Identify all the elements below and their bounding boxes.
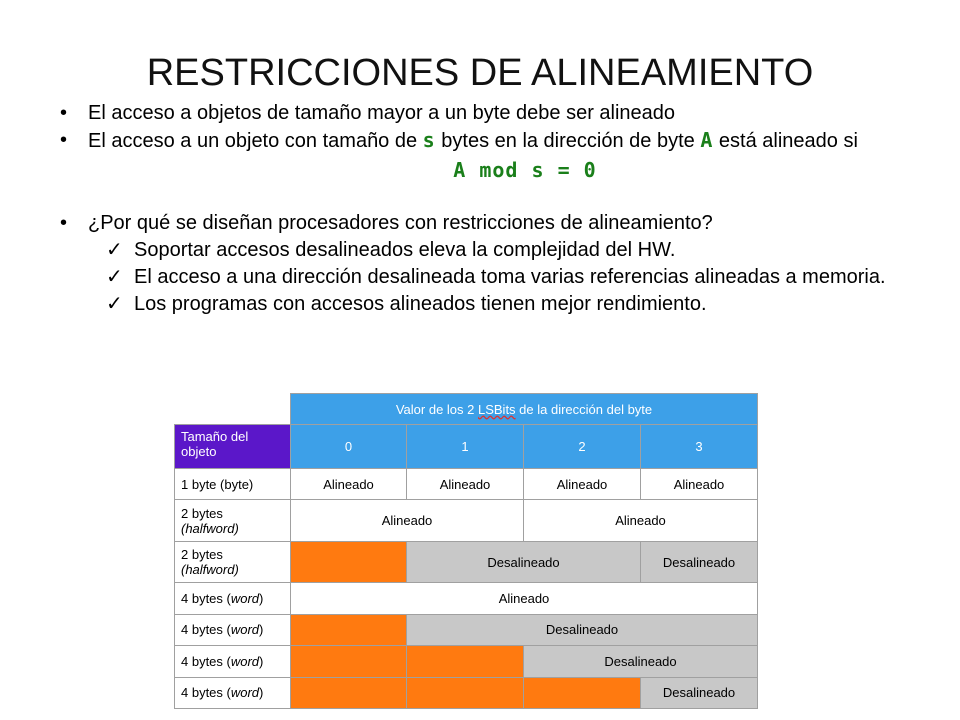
check-item	[106, 237, 920, 264]
bullet-icon: •	[60, 212, 68, 234]
check-item	[106, 264, 920, 291]
alignment-table	[174, 393, 758, 709]
bullet-item	[60, 100, 920, 127]
variable-s: s	[422, 128, 436, 152]
checkmark-icon: ✓	[106, 266, 123, 288]
row-label: 4 bytes (word)	[175, 583, 291, 614]
bullet-item	[60, 127, 920, 155]
check-text: El acceso a una dirección desalineada toma varias referencias alineadas a memoria.	[134, 266, 886, 288]
table-row	[175, 614, 758, 645]
table-cell: Desalineado	[524, 646, 758, 677]
table-cell: Desalineado	[641, 677, 758, 708]
check-list	[106, 237, 920, 318]
column-header: 0	[291, 425, 407, 469]
table-cell: Alineado	[641, 468, 758, 499]
table-cell: Alineado	[291, 468, 407, 499]
row-label: 2 bytes (halfword)	[175, 541, 291, 583]
bullet-icon: •	[60, 102, 68, 124]
row-label: 4 bytes (word)	[175, 614, 291, 645]
bullet-text: está alineado si	[713, 130, 858, 152]
table-row	[175, 677, 758, 708]
check-text: Soportar accesos desalineados eleva la complejidad del HW.	[134, 239, 676, 261]
bullet-text: El acceso a un objeto con tamaño de	[88, 130, 423, 152]
crossed-cell	[291, 614, 407, 645]
crossed-cell	[407, 646, 524, 677]
table-row	[175, 500, 758, 542]
table-cell: Desalineado	[407, 614, 758, 645]
crossed-cell	[291, 677, 407, 708]
table-cell: Alineado	[524, 500, 758, 542]
bullet-icon: •	[60, 129, 68, 151]
row-label: 4 bytes (word)	[175, 646, 291, 677]
corner-header: Tamaño del objeto	[175, 425, 291, 469]
bullet-text: El acceso a objetos de tamaño mayor a un byte debe ser alineado	[88, 102, 676, 124]
check-text: Los programas con accesos alineados tienen mejor rendimiento.	[134, 293, 707, 315]
column-header: 2	[524, 425, 641, 469]
row-label: 2 bytes (halfword)	[175, 500, 291, 542]
crossed-cell	[407, 677, 524, 708]
table-row	[175, 646, 758, 677]
bullet-list	[60, 100, 920, 318]
crossed-cell	[524, 677, 641, 708]
table-header: Valor de los 2 LSBits de la dirección del byte	[291, 394, 758, 425]
table-row	[175, 583, 758, 614]
row-label: 1 byte (byte)	[175, 468, 291, 499]
bullet-text: ¿Por qué se diseñan procesadores con restricciones de alineamiento?	[88, 212, 713, 234]
column-header: 3	[641, 425, 758, 469]
table-cell: Alineado	[407, 468, 524, 499]
table-cell: Alineado	[524, 468, 641, 499]
slide-title: RESTRICCIONES DE ALINEAMIENTO	[146, 52, 814, 94]
checkmark-icon: ✓	[106, 239, 123, 261]
table-row	[175, 541, 758, 583]
table-cell: Desalineado	[641, 541, 758, 583]
table-cell: Alineado	[291, 583, 758, 614]
bullet-text: bytes en la dirección de byte	[435, 130, 701, 152]
checkmark-icon: ✓	[106, 293, 123, 315]
variable-a: A	[700, 128, 714, 152]
alignment-formula: A mod s = 0	[453, 158, 597, 182]
table-cell: Alineado	[291, 500, 524, 542]
crossed-cell	[291, 646, 407, 677]
table-row	[175, 394, 758, 425]
table-cell: Desalineado	[407, 541, 641, 583]
bullet-item	[60, 210, 920, 237]
row-label: 4 bytes (word)	[175, 677, 291, 708]
crossed-cell	[291, 541, 407, 583]
column-header: 1	[407, 425, 524, 469]
table-row	[175, 425, 758, 469]
check-item	[106, 291, 920, 318]
table-row	[175, 468, 758, 499]
